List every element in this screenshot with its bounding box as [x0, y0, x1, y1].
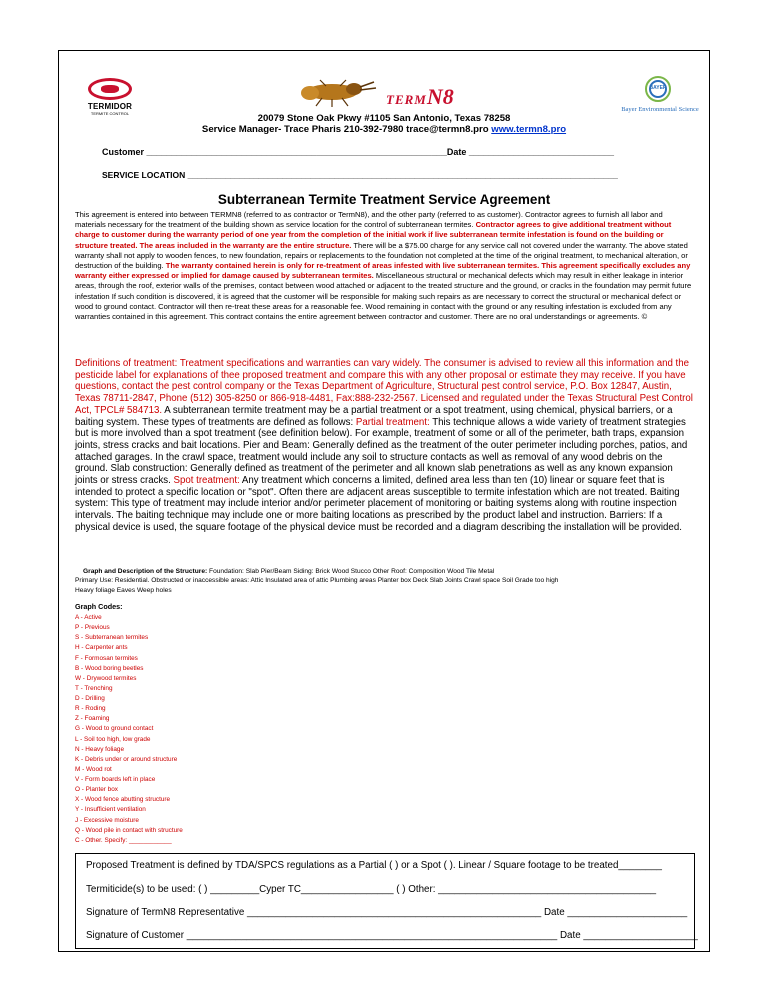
representative-signature-line[interactable]: Signature of TermN8 Representative ______________________________________________________ Date ______________________ — [86, 907, 688, 918]
list-item: F - Formosan termites — [75, 654, 138, 662]
service-location-field[interactable]: SERVICE LOCATION ___________________________________________________________________________________________ — [102, 170, 618, 180]
graph-description — [75, 567, 695, 595]
list-item: O - Planter box — [75, 786, 118, 794]
termn8-logo-big: N8 — [426, 84, 454, 109]
graph-line1: Foundation: Slab Pier/Beam Siding: Brick Wood Stucco Other Roof: Composition Wood Tile Metal — [207, 568, 495, 575]
list-item: J - Excessive moisture — [75, 816, 139, 824]
list-item: C - Other. Specify: ____________ — [75, 836, 172, 844]
list-item: P - Previous — [75, 624, 110, 632]
list-item: A - Active — [75, 614, 102, 621]
definitions-c: This technique allows a wide variety of treatment strategies but is more involved than a spot treatment (see definition below). For example, treatment of some or all of the perimeter, bath traps, expansion joints, stress cracks and bait locations. Pier and Beam: Generally defined as the treatment of the outer perimeter including porches, patios, and attached garages. In the crawl space, treatment would include any soil to structure contacts as well as removal of any wood debris on the ground. Slab construction: Generally defined as treatment of the perimeter and all known slab penetrations as well as any known expansion joints or stress cracks. — [75, 416, 688, 487]
graph-codes-title: Graph Codes: — [75, 602, 123, 611]
list-item: H - Carpenter ants — [75, 644, 128, 652]
customer-signature-line[interactable]: Signature of Customer ____________________________________________________________________ Date _____________________ — [86, 930, 698, 941]
list-item: Y - Insufficient ventilation — [75, 806, 146, 814]
graph-codes-list — [75, 613, 183, 846]
list-item: T - Trenching — [75, 684, 113, 692]
list-item: Q - Wood pile in contact with structure — [75, 826, 183, 834]
list-item: Z - Foaming — [75, 715, 110, 723]
termiticide-line[interactable]: Termiticide(s) to be used: ( ) _________Cyper TC_________________ ( ) Other: ________________________________________ — [86, 884, 657, 895]
proposed-treatment-line[interactable]: Proposed Treatment is defined by TDA/SPCS regulations as a Partial ( ) or a Spot ( ). Linear / Square footage to be treated________ — [86, 860, 662, 871]
list-item: L - Soil too high, low grade — [75, 735, 151, 743]
definitions-b: A subterranean termite treatment may be a partial treatment or a spot treatment, using chemical, physical barriers, or a baiting system. These types of treatments are defined as follows: — [75, 404, 673, 428]
para1-c: There will be a $75.00 charge for any service call not covered under the warranty. The above stated warranty shall not apply to wooden fences, to new foundation, repairs or replacements to the foundation not completed at the time of the original treatment, to mechanical alteration, or destruction of the building. — [75, 240, 688, 271]
graph-label: Graph and Description of the Structure: — [83, 568, 208, 575]
bayer-cross-icon — [645, 76, 671, 102]
spot-treatment-label: Spot treatment: — [173, 475, 240, 487]
definitions-paragraph — [75, 358, 693, 534]
para1-warranty: Contractor agrees to give additional treatment without charge to customer during the warranty period of one year from the completion of the initial work if live subterranean termite infestation is found on the building or structure treated. The areas included in the warranty are the entire structure. — [75, 220, 672, 250]
termidor-brand: TERMIDOR — [87, 102, 133, 111]
termidor-oval-icon — [88, 78, 132, 100]
list-item: V - Form boards left in place — [75, 776, 156, 783]
list-item: B - Wood boring beetles — [75, 664, 144, 672]
definitions-d: Any treatment which concerns a limited, defined area less than ten (10) linear or square feet that is intended to protect a specific location or "spot". Often there are adjacent areas susceptible to termite infestation which are not treated. Baiting system: This type of treatment may include interior and/or perimeter placement of monitoring or baiting systems along with routine inspection intervals. The baiting technique may include one or more baiting locations as prescribed by the product label and instruction. Barriers: If a physical device is used, the square footage of the physical device must be recorded and a diagram describing the installation will be provided. — [75, 475, 682, 533]
company-contact — [0, 124, 768, 135]
customer-field[interactable]: Customer ____________________________________________________________Date _____________________________ — [102, 147, 614, 157]
para1-e: Miscellaneous structural or mechanical defects which may result in either leakage in interior areas, through the roof, exterior walls of the premises, contact between wood attached or adjacent to the treated structure and the ground, or cracks in the foundation may permit future infestation If such condition is discovered, it is agreed that the customer will be responsible for making such repairs as are necessary to correct the structural or mechanical defect or wood to ground contact. Contractor will then re-treat these areas for a reasonable fee. Wood remaining in contact with the ground or any resulting infestation is excluded from any warranties contained in this agreement. This contract contains the entire agreement between contractor and customer. There are no oral understandings or agreements. © — [75, 271, 692, 322]
termidor-logo — [80, 76, 140, 116]
termn8-logo-small: TERM — [386, 92, 427, 107]
termidor-sub: TERMITE CONTROL — [90, 111, 130, 116]
list-item: K - Debris under or around structure — [75, 755, 178, 763]
termite-icon — [282, 78, 382, 108]
graph-line3: Heavy foliage Eaves Weep holes — [75, 586, 172, 594]
list-item: N - Heavy foliage — [75, 745, 125, 753]
company-address: 20079 Stone Oak Pkwy #1105 San Antonio, Texas 78258 — [257, 113, 511, 124]
graph-line2: Primary Use: Residential. Obstructed or inaccessible areas: Attic Insulated area of attic Plumbing areas Planter box Deck Slab Joints Crawl space Soil Grade too high — [75, 577, 559, 585]
list-item: S - Subterranean termites — [75, 634, 149, 642]
list-item: D - Drilling — [75, 695, 105, 702]
list-item: M - Wood rot — [75, 765, 112, 773]
bayer-label: Bayer Environmental Science — [621, 106, 699, 113]
para1-exclusion: The warranty contained herein is only for re-treatment of areas infested with live subterranean termites. This agreement specifically excludes any warranty either expressed or implied for damage caused by subterranean termites. — [75, 261, 691, 281]
website-link[interactable]: www.termn8.pro — [491, 124, 567, 135]
contact-text: Service Manager- Trace Pharis 210-392-7980 trace@termn8.pro — [201, 124, 492, 135]
list-item: W - Drywood termites — [75, 674, 137, 682]
list-item: R - Roding — [75, 705, 106, 713]
agreement-title: Subterranean Termite Treatment Service Agreement — [217, 192, 551, 207]
list-item: G - Wood to ground contact — [75, 725, 154, 733]
definitions-red: Definitions of treatment: Treatment specifications and warranties can vary widely. The consumer is advised to review all this information and the pesticide label for explanations of thee proposed treatment and compare this with any other proposal or estimate they may receive. If you have questions, contact the pest control company or the Texas Department of Agriculture, Structural pest control service, P.O. Box 12847, Austin, Texas 78711-2847, Phone (512) 305-8250 or 866-918-4481, Fax:888-232-2567. Licensed and regulated under the Texas Structural Pest Control Act, TPCL# 584713. — [75, 358, 693, 416]
termn8-logo — [386, 84, 454, 110]
partial-treatment-label: Partial treatment: — [355, 416, 430, 428]
bayer-cross-text: BAYER — [649, 85, 667, 91]
list-item: X - Wood fence abutting structure — [75, 796, 171, 804]
agreement-paragraph — [75, 210, 693, 322]
para1-a: This agreement is entered into between TERMN8 (referred to as contractor or TermN8), and the other party (referred to as customer). Contractor agrees to furnish all labor and materials necessary for the treatment of the building shown as service location for the control of subterranean termites. — [75, 210, 663, 230]
